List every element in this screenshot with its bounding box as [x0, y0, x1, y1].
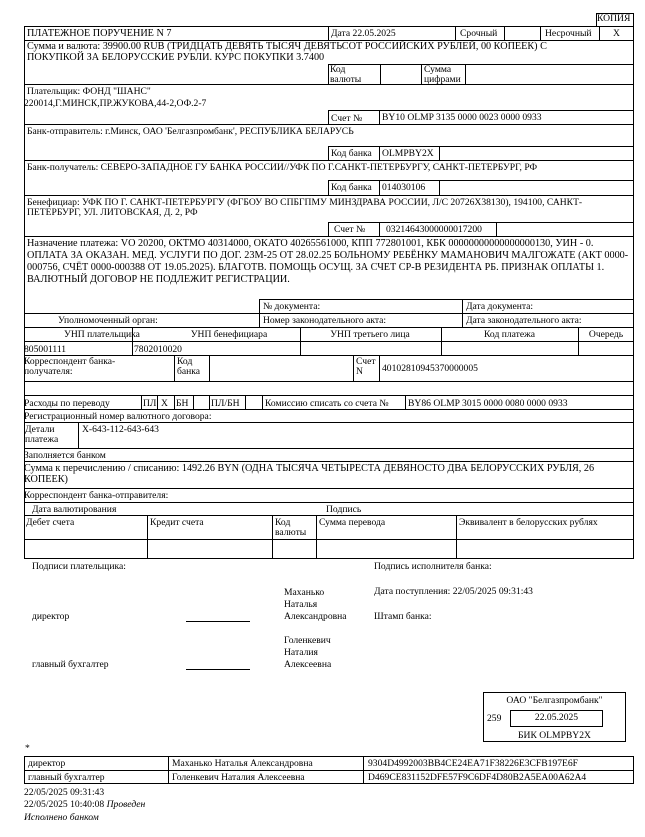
currency-code-label: Код валюты [330, 64, 362, 86]
sender-bank-code-label: Код банка [331, 148, 372, 159]
correspondent-account-label: Счет N [356, 356, 376, 378]
document-title: ПЛАТЕЖНОЕ ПОРУЧЕНИЕ N 7 [27, 28, 172, 39]
esign-name-1: Маханько Наталья Александровна [172, 758, 313, 769]
accountant-signature-line [186, 669, 250, 670]
footer-executed: Исполнено банком [24, 812, 99, 823]
footer-ts2-value: 22/05/2025 10:40:08 [24, 799, 105, 810]
currency-code-header: Код валюты [275, 517, 307, 539]
stamp-date: 22.05.2025 [534, 712, 579, 723]
commission-account: BY86 OLMP 3015 0000 0080 0000 0933 [408, 398, 568, 409]
unp-header-third: УНП третьего лица [330, 329, 410, 340]
payment-details-value: Х-643-112-643-643 [82, 424, 159, 435]
amount-text: Сумма и валюта: 39900.00 RUB (ТРИДЦАТЬ ДЕВЯТЬ ТЫСЯЧ ДЕВЯТЬСОТ РОССИЙСКИХ РУБЛЕЙ, 00 КОПЕЕК) С ПОКУПКОЙ ЗА БЕЛОРУССКИЕ РУБЛИ. КУРС ПОКУПКИ 3.7400 [27, 41, 547, 63]
expense-option-pl[interactable]: ПЛ [143, 398, 157, 409]
receiver-bank-code-label: Код банка [331, 182, 372, 193]
urgency-mark: X [613, 28, 620, 39]
receiver-bank-code: 014030106 [382, 182, 426, 193]
director-name: Маханько Наталья Александровна [284, 587, 347, 622]
accountant-name: Голенкевич Наталия Алексеевна [284, 635, 332, 670]
receiver-bank: Банк-получатель: СЕВЕРО-ЗАПАДНОЕ ГУ БАНКА РОССИИ//УФК ПО Г.САНКТ-ПЕТЕРБУРГУ, САНКТ-ПЕТЕРБУРГ, РФ [27, 162, 538, 173]
credit-account-header: Кредит счета [150, 517, 204, 528]
debit-account-header: Дебет счета [26, 517, 75, 528]
beneficiary: Бенефициар: УФК ПО Г. САНКТ-ПЕТЕРБУРГУ (ФГБОУ ВО СПБГПМУ МИНЗДРАВА РОССИИ, Л/С 20726Х38130), 194100, САНКТ-ПЕТЕРБУРГ, УЛ. ЛИТОВСКАЯ, Д. 2, РФ [27, 197, 583, 219]
esign-star: * [25, 743, 30, 754]
doc-date-label: Дата документа: [466, 301, 534, 312]
payment-details-label: Детали платежа [25, 424, 59, 446]
expense-option-plbn[interactable]: ПЛ/БН [211, 398, 240, 409]
esign-hash-1: 9304D4992003BB4CE24EA71F38226E3CFB197E6F [368, 758, 579, 769]
esign-name-2: Голенкевич Наталия Алексеевна [172, 772, 305, 783]
currency-contract-reg-label: Регистрационный номер валютного договора: [24, 411, 212, 422]
esign-role-1: директор [28, 758, 66, 769]
law-date-label: Дата законодательного акта: [466, 315, 582, 326]
payer-account: BY10 OLMP 3135 0000 0023 0000 0933 [382, 112, 542, 123]
esign-role-2: главный бухгалтер [28, 772, 105, 783]
document-date: Дата 22.05.2025 [331, 28, 396, 39]
urgent-option[interactable]: Срочный [460, 28, 498, 39]
byn-equivalent-header: Эквивалент в белорусских рублях [459, 517, 598, 528]
expense-mark: X [161, 398, 168, 409]
transfer-amount: Сумма к перечислению / списанию: 1492.26 BYN (ОДНА ТЫСЯЧА ЧЕТЫРЕСТА ДЕВЯНОСТО ДВА БЕЛОРУССКИХ РУБЛЯ, 26 КОПЕЕК) [24, 463, 595, 485]
bank-executor-signature-title: Подпись исполнителя банка: [374, 561, 492, 572]
payment-purpose: Назначение платежа: VO 20200, ОКТМО 40314000, ОКАТО 40265561000, КПП 772801001, КБК 00000000000000000130, УИН - 0. ОПЛАТА ЗА ОКАЗАН. МЕД. УСЛУГИ ПО ДОГ. 23М-25 ОТ 28.02.25 БОЛЬНОМУ РЕБЁНКУ МАМАНОВИЧ МАЛГОЖАТЕ (АКТ 0000-000756, СЧЁТ 0000-000388 ОТ 19.05.2025). БЛАГОТВ. ПОМОЩЬ ОСУЩ. ЗА СЧЕТ СР-В РЕЗИДЕНТА РБ. ПРИЗНАК ОПЛАТЫ 1. ВАЛЮТНЫЙ ДОГОВОР НЕ ПОДЛЕЖИТ РЕГИСТРАЦИИ. [27, 238, 629, 285]
stamp-bank-name: ОАО "Белгазпромбанк" [506, 695, 603, 706]
receipt-date: Дата поступления: 22/05/2025 09:31:43 [374, 586, 533, 597]
director-signature-line [186, 621, 250, 622]
copy-label: КОПИЯ [597, 13, 631, 24]
footer-timestamp-1: 22/05/2025 09:31:43 [24, 787, 105, 798]
esign-hash-2: D469CE831152DFE57F9C6DF4D80B2A5EA00A62A4 [368, 772, 587, 783]
footer-timestamp-2 [24, 800, 145, 810]
payment-code-header: Код платежа [484, 329, 535, 340]
beneficiary-account-label: Счет № [334, 224, 366, 235]
nonurgent-option[interactable]: Несрочный [545, 28, 592, 39]
doc-number-label: № документа: [263, 301, 321, 312]
correspondent-account: 40102810945370000005 [382, 363, 478, 374]
payer-signatures-title: Подписи плательщика: [32, 561, 126, 572]
sender-correspondent-label: Корреспондент банка-отправителя: [24, 490, 169, 501]
bank-stamp-label: Штамп банка: [374, 611, 432, 622]
accountant-role: главный бухгалтер [32, 659, 109, 670]
unp-beneficiary-value: 7802010020 [134, 344, 182, 355]
payer-address: 220014,Г.МИНСК,ПР.ЖУКОВА,44-2,ОФ.2-7 [24, 98, 207, 109]
correspondent-label: Корреспондент банка-получателя: [24, 356, 116, 378]
expense-option-bn[interactable]: БН [176, 398, 189, 409]
sender-bank-code: OLMPBY2X [382, 148, 434, 159]
unp-header-payer: УНП плательщика [64, 329, 140, 340]
payer-account-label: Счет № [331, 113, 363, 124]
stamp-code: 259 [487, 713, 502, 724]
beneficiary-account: 03214643000000017200 [386, 224, 482, 235]
queue-header: Очередь [588, 329, 624, 340]
payer-name: Плательщик: ФОНД "ШАНС" [27, 86, 151, 97]
commission-label: Комиссию списать со счета № [265, 398, 389, 409]
sender-bank: Банк-отправитель: г.Минск, ОАО 'Белгазпромбанк', РЕСПУБЛИКА БЕЛАРУСЬ [27, 126, 354, 137]
law-number-label: Номер законодательного акта: [263, 315, 387, 326]
correspondent-code-label: Код банка [177, 356, 201, 378]
director-role: директор [32, 611, 70, 622]
amount-digits-label: Сумма цифрами [424, 64, 461, 86]
unp-header-beneficiary: УНП бенефициара [190, 329, 268, 340]
valuation-date-label: Дата валютирования [32, 504, 117, 515]
expenses-label: Расходы по переводу [24, 398, 110, 409]
footer-status: Проведен [106, 799, 146, 810]
transfer-sum-header: Сумма перевода [319, 517, 386, 528]
bank-filled-label: Заполняется банком [24, 450, 106, 461]
authorized-body-label: Уполномоченный орган: [58, 315, 158, 326]
stamp-bik: БИК OLMPBY2X [518, 730, 591, 741]
unp-payer-value: 805001111 [24, 344, 67, 355]
valuation-signature-label: Подпись [326, 504, 362, 515]
